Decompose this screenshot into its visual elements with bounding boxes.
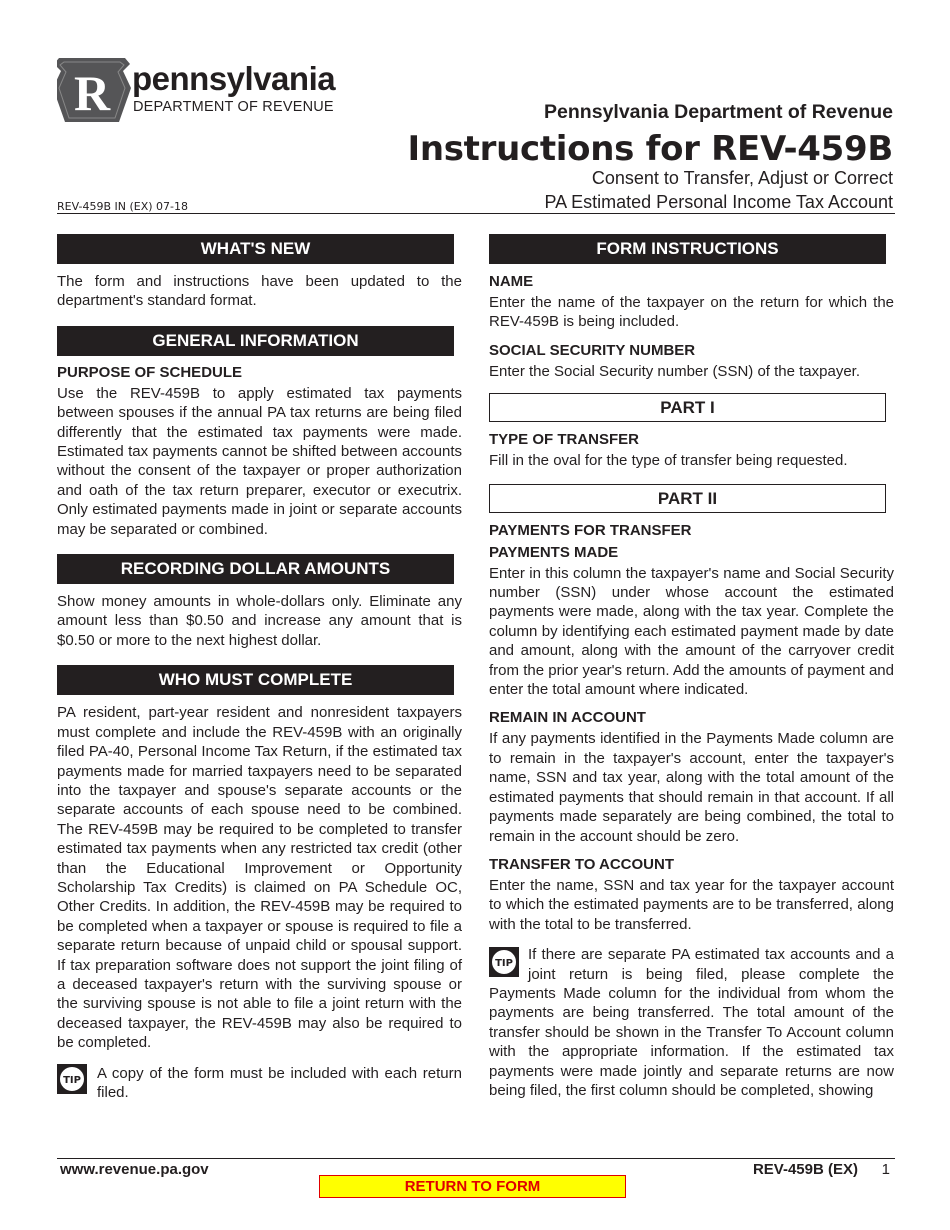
tip-text: If there are separate PA estimated tax accounts and a joint return is being filed, please complete the Payments Made column for the individual from whom the payments are being transferred. The total amount of the transfer should be shown in the Transfer To Account column with the appropriate information. If the estimated tax payments were made jointly and separate returns are now being filed, the first column should be completed, showing	[489, 946, 894, 1099]
form-instructions-heading: FORM INSTRUCTIONS	[489, 234, 886, 264]
logo-wordmark: pennsylvania	[132, 60, 336, 97]
whats-new-heading: WHAT'S NEW	[57, 234, 454, 264]
form-code: REV-459B IN (EX) 07-18	[57, 200, 188, 213]
return-to-form-button[interactable]: RETURN TO FORM	[319, 1175, 626, 1198]
tip-icon	[489, 947, 519, 977]
tip-label: TIP	[63, 1074, 81, 1086]
payments-made-heading: PAYMENTS MADE	[489, 543, 619, 561]
tip-icon	[57, 1064, 87, 1094]
transfer-to-account-text: Enter the name, SSN and tax year for the taxpayer account to which the estimated payments are to be transferred, along with the total to be transferred.	[489, 876, 894, 933]
header-divider	[57, 213, 895, 214]
name-heading: NAME	[489, 273, 534, 290]
tip-label: TIP	[495, 958, 513, 970]
page-number: 1	[881, 1161, 890, 1178]
left-column	[57, 234, 462, 1102]
whats-new-text: The form and instructions have been updated to the department's standard format.	[57, 273, 462, 310]
ssn-text: Enter the Social Security number (SSN) of the taxpayer.	[489, 362, 861, 380]
who-must-complete-heading: WHO MUST COMPLETE	[57, 665, 454, 695]
footer-divider	[57, 1158, 895, 1159]
subtitle-line-1: Consent to Transfer, Adjust or Correct	[591, 168, 893, 188]
part-1-heading: PART I	[489, 393, 886, 422]
page-title: Instructions for REV-459B	[407, 129, 893, 169]
purpose-of-schedule-text: Use the REV-459B to apply estimated tax payments between spouses if the annual PA tax returns are being filed differently that the estimated tax payments were made. Estimated tax payments cannot be shifted between accounts without the consent of the taxpayer or proper authorization and oath of the tax return preparer, executor or executrix. Only estimated payments made in joint or separate accounts may be separated or combined.	[57, 384, 462, 538]
page-subtitle	[544, 166, 893, 214]
remain-in-account-text: If any payments identified in the Payments Made column are to remain in the taxpayer's account, enter the taxpayer's name, SSN and tax year, along with the total amount of the estimated payments that should remain in that account. If all payments made separately are being combined, the total to remain in the account should be zero.	[489, 730, 894, 845]
footer-form-id: REV-459B (EX)	[752, 1161, 858, 1178]
logo-department: DEPARTMENT OF REVENUE	[133, 99, 334, 115]
purpose-of-schedule-heading: PURPOSE OF SCHEDULE	[57, 363, 243, 381]
footer-website-link[interactable]: www.revenue.pa.gov	[60, 1161, 209, 1178]
part-2-heading: PART II	[489, 484, 886, 513]
tip-note	[57, 1064, 462, 1103]
subtitle-line-2: PA Estimated Personal Income Tax Account	[544, 192, 893, 212]
ssn-heading: SOCIAL SECURITY NUMBER	[489, 341, 696, 359]
right-column	[489, 234, 894, 1100]
recording-dollar-amounts-heading: RECORDING DOLLAR AMOUNTS	[57, 554, 454, 584]
type-of-transfer-text: Fill in the oval for the type of transfer being requested.	[489, 452, 848, 470]
general-information-heading: GENERAL INFORMATION	[57, 326, 454, 356]
tip-note-right	[489, 945, 894, 1100]
logo-letter: R	[73, 65, 111, 121]
remain-in-account-heading: REMAIN IN ACCOUNT	[489, 709, 646, 727]
transfer-to-account-heading: TRANSFER TO ACCOUNT	[489, 855, 674, 873]
payments-made-text: Enter in this column the taxpayer's name and Social Security number (SSN) under whose account the estimated payments were made, along with the tax year. Complete the column by identifying each estimated payment made by date and amount, along with the amount of the carryover credit from the prior year's return. Add the amounts of payment and enter the total amount where indicated.	[489, 564, 894, 699]
payments-for-transfer-heading: PAYMENTS FOR TRANSFER	[489, 521, 692, 539]
tip-text: A copy of the form must be included with each return filed.	[97, 1064, 462, 1101]
department-title: Pennsylvania Department of Revenue	[544, 101, 893, 123]
recording-dollar-amounts-text: Show money amounts in whole-dollars only. Eliminate any amount less than $0.50 and increase any amount that is $0.50 or more to the next highest dollar.	[57, 593, 462, 649]
who-must-complete-text: PA resident, part-year resident and nonresident taxpayers must complete and include the REV-459B with an originally filed PA-40, Personal Income Tax Return, if the estimated tax payments made for married taxpayers need to be separated into the taxpayer and spouse's separate accounts or the separate accounts of each spouse need to be combined. The REV-459B may be required to be completed to transfer estimated tax payments when any restricted tax credit (other than the Educational Improvement or Opportunity Scholarship Tax Credits) is claimed on PA Schedule OC, Other Credits. In addition, the REV-459B may be required to be completed when a taxpayer or spouse is required to file a separate return because of unpaid child or spousal support. If tax preparation software does not support the joint filing of a deceased taxpayer's return with the surviving spouse or the surviving spouse is not able to file a joint return with the deceased taxpayer, the REV-459B may also be required to be completed.	[57, 704, 462, 1052]
name-text: Enter the name of the taxpayer on the return for which the REV-459B is being included.	[489, 294, 894, 331]
type-of-transfer-heading: TYPE OF TRANSFER	[489, 431, 640, 449]
